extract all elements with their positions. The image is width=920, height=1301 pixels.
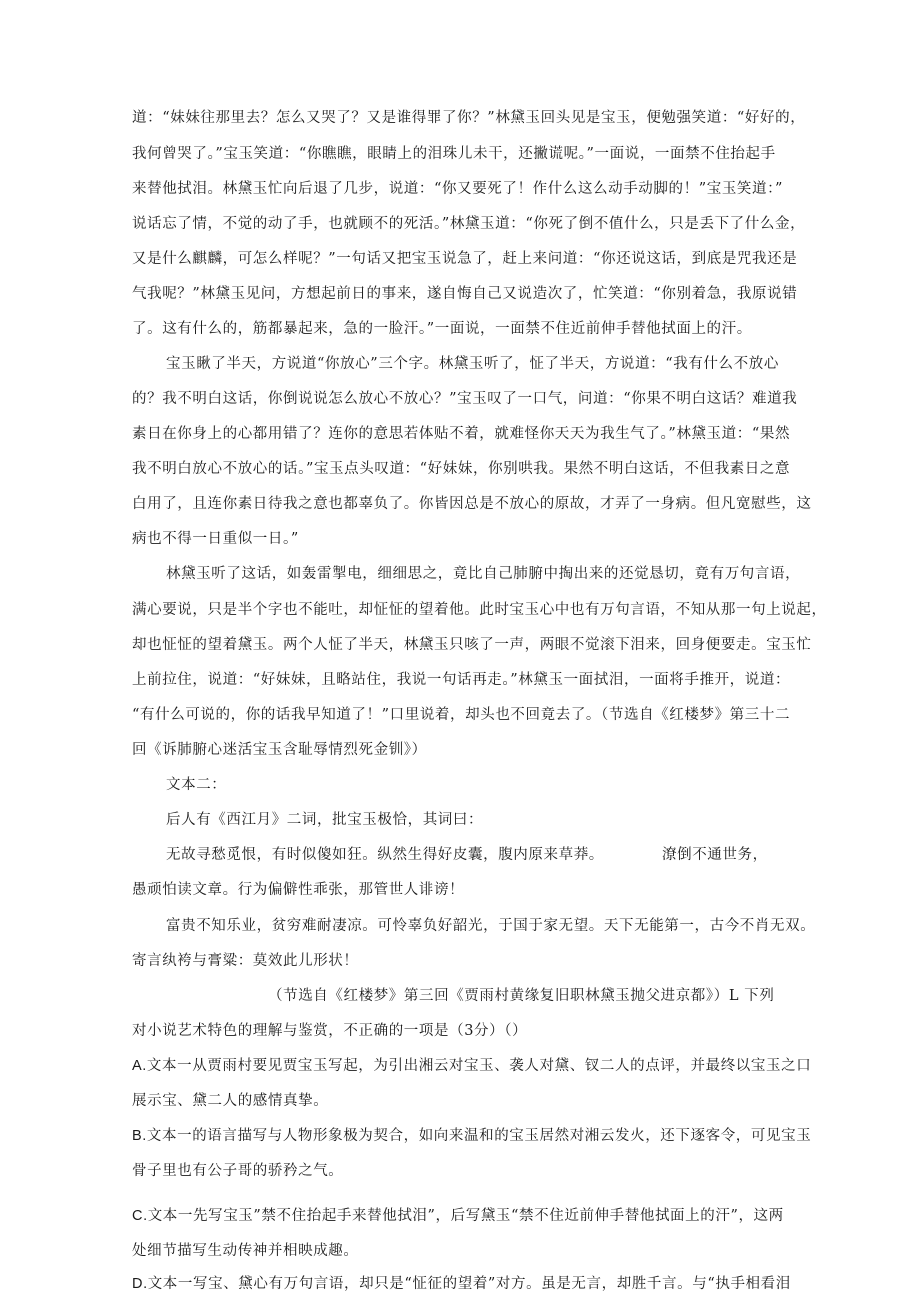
option-c-cont: 处细节描写生动传神并相映成趣。 (132, 1243, 359, 1259)
text-line: 上前拉住，说道：“好妹妹，且略站住，我说一句话再走。”林黛玉一面拭泪，一面将手推开，说道： (132, 672, 791, 688)
poem-line: 愚顽怕读文章。行为偏僻性乖张，那管世人诽谤！ (132, 882, 465, 898)
option-text: 文本一从贾雨村要见贾宝玉写起，为引出湘云对宝玉、袭人对黛、钗二人的点评，并最终以宝玉之口 (146, 1058, 812, 1074)
text-line: 后人有《西江月》二词，批宝玉极恰，其词曰： (166, 812, 484, 828)
text-line: 气我呢？”林黛玉见问，方想起前日的事来，遂自悔自己又说造次了，忙笑道：“你别着急，我原说错 (132, 286, 798, 302)
text-line: 来替他拭泪。林黛玉忙向后退了几步，说道：“你又要死了！作什么这么动手动脚的！”宝玉笑道：” (132, 181, 783, 197)
poem-line: 富贵不知乐业，贫穷难耐凄凉。可怜辜负好韶光，于国于家无望。天下无能第一，古今不肖无双。 (166, 918, 816, 934)
option-b-cont: 骨子里也有公子哥的骄矜之气。 (132, 1163, 344, 1179)
option-text: 文本一的语言描写与人物形象极为契合，如向来温和的宝玉居然对湘云发火，还下逐客令，可见宝玉 (146, 1128, 812, 1144)
source-citation: （节选自《红楼梦》第三回《贾雨村黄缘复旧职林黛玉抛父进京都》）L 下列 (268, 988, 775, 1004)
section-heading: 文本二： (166, 777, 227, 793)
text-line: 素日在你身上的心都用错了？连你的意思若体贴不着，就难怪你天天为我生气了。”林黛玉道：“果然 (132, 426, 791, 442)
text-line: 我何曾哭了。”宝玉笑道：“你瞧瞧，眼睛上的泪珠儿未干，还撇谎呢。”一面说，一面禁不住抬起手 (132, 146, 776, 162)
text-line: 我不明白放心不放心的话。”宝玉点头叹道：“好妹妹，你别哄我。果然不明白这话，不但我素日之意 (132, 461, 791, 477)
text-line: 的？我不明白这话，你倒说说怎么放心不放心？”宝玉叹了一口气，问道：“你果不明白这话？难道我 (132, 391, 798, 407)
option-letter: D. (132, 1276, 148, 1292)
text-line: 满心要说，只是半个字也不能吐，却怔怔的望着他。此时宝玉心中也有万句言语，不知从那一句上说起， (132, 602, 827, 618)
poem-line: 潦倒不通世务， (662, 847, 768, 863)
text-line: 回《诉肺腑心迷活宝玉含耻辱情烈死金钏》） (132, 742, 427, 758)
text-line: 了。这有什么的，筋都暴起来，急的一脸汗。”一面说，一面禁不住近前伸手替他拭面上的汗。 (132, 321, 752, 337)
text-line: 却也怔怔的望着黛玉。两个人怔了半天，林黛玉只咳了一声，两眼不觉滚下泪来，回身便要走。宝玉忙 (132, 637, 812, 653)
option-text: 文本一写宝、黛心有万句言语，却只是“怔征的望着”对方。虽是无言，却胜千言。与“执手相看泪 (147, 1276, 791, 1292)
text-line: 病也不得一日重似一日。” (132, 531, 299, 547)
text-line: 林黛玉听了这话，如轰雷掣电，细细思之，竟比自己肺腑中掏出来的还觉恳切，竟有万句言语， (166, 566, 801, 582)
option-c (132, 1206, 784, 1226)
text-line: 白用了，且连你素日待我之意也都辜负了。你皆因总是不放心的原故，才弄了一身病。但凡宽慰些，这 (132, 496, 812, 512)
poem-line: 无故寻愁觅恨，有时似傻如狂。纵然生得好皮囊，腹内原来草莽。 (166, 847, 604, 863)
option-a-cont: 展示宝、黛二人的感情真挚。 (132, 1093, 329, 1109)
option-text: 文本一先写宝玉”禁不住抬起手来替他拭泪”，后写黛玉“禁不住近前伸手替他拭面上的汗”，这两 (147, 1208, 784, 1224)
option-letter: A. (132, 1058, 147, 1074)
option-d (132, 1274, 791, 1294)
text-line: 道：“妹妹往那里去？怎么又哭了？又是谁得罪了你？”林黛玉回头见是宝玉，便勉强笑道：“好好的， (132, 110, 806, 126)
option-a (132, 1056, 811, 1076)
poem-line: 寄言纨袴与膏粱：莫效此儿形状！ (132, 953, 359, 969)
text-line: 宝玉瞅了半天，方说道“你放心”三个字。林黛玉听了，怔了半天，方说道：“我有什么不放心 (166, 356, 779, 372)
text-line: 说话忘了情，不觉的动了手，也就顾不的死活。”林黛玉道：“你死了倒不值什么，只是丢下了什么金， (132, 216, 806, 232)
option-b (132, 1126, 811, 1146)
question-stem: 对小说艺术特色的理解与鉴赏，不正确的一项是（3分）（） (132, 1023, 528, 1039)
option-letter: B. (132, 1128, 147, 1144)
text-line: 又是什么麒麟，可怎么样呢？”一句话又把宝玉说急了，赶上来问道：“你还说这话，到底是咒我还是 (132, 251, 798, 267)
text-line: “有什么可说的，你的话我早知道了！”口里说着，却头也不回竟去了。（节选自《红楼梦》第三十二 (132, 707, 791, 723)
option-letter: C. (132, 1208, 148, 1224)
